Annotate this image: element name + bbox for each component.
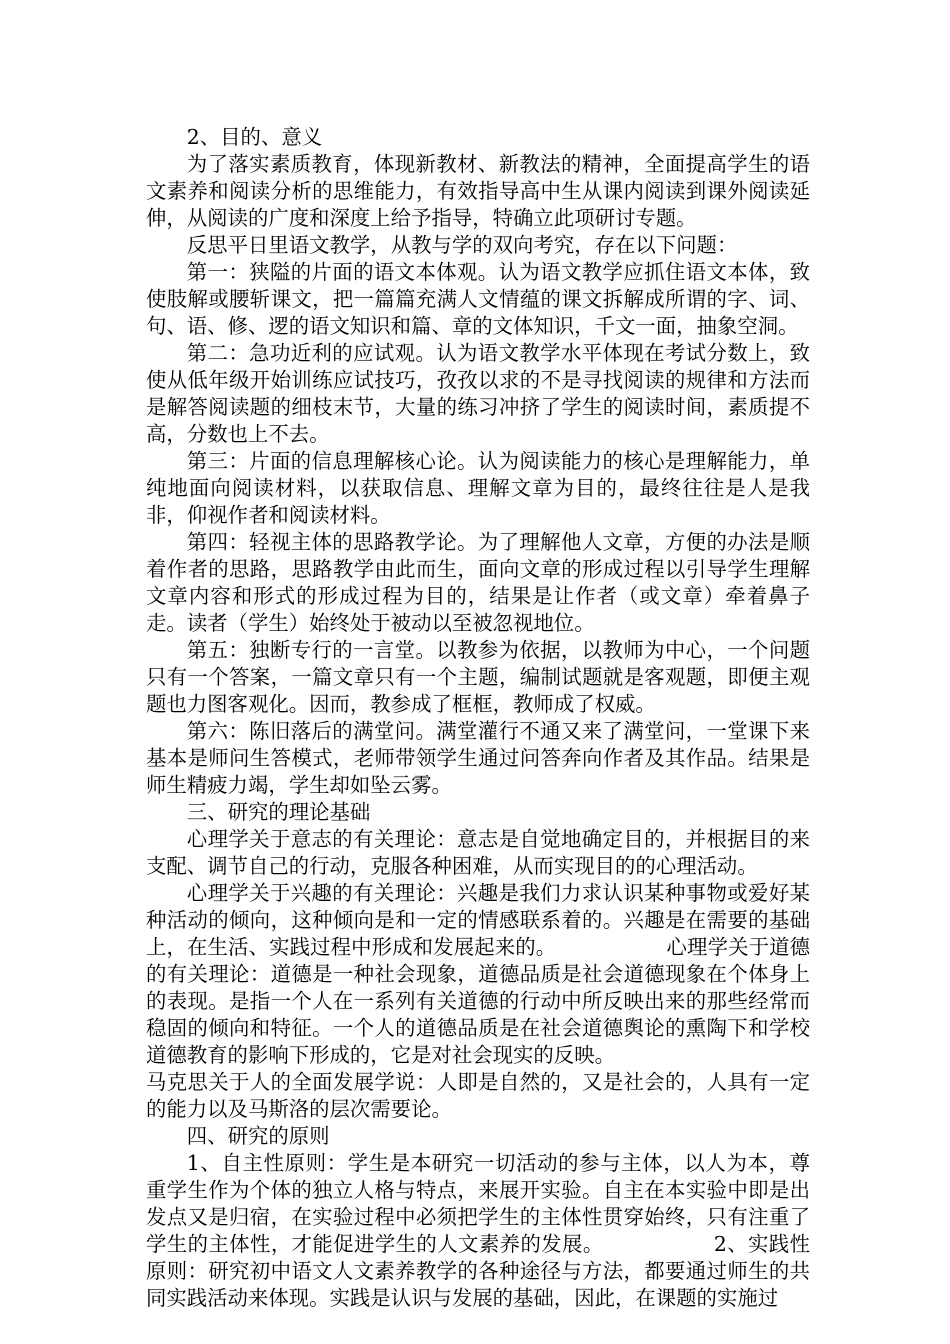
principle-2: 2、实践性原则：研究初中语文人文素养教学的各种途径与方法，都要通过师生的共同实践活动来体现。实践是认识与发展的基础，因此，在课题的实施过 [146,1232,810,1310]
problem-4: 第四：轻视主体的思路教学论。为了理解他人文章，方便的办法是顺着作者的思路，思路教学由此而生，面向文章的形成过程以引导学生理解文章内容和形式的形成过程为目的，结果是让作者（或文章）牵着鼻子走。读者（学生）始终处于被动以至被忽视地位。 [146,530,810,635]
problem-3: 第三：片面的信息理解核心论。认为阅读能力的核心是理解能力，单纯地面向阅读材料，以获取信息、理解文章为目的，最终往往是人是我非，仰视作者和阅读材料。 [146,449,810,527]
section-4-title: 四、研究的原则 [186,1124,330,1148]
problem-2: 第二：急功近利的应试观。认为语文教学水平体现在考试分数上，致使从低年级开始训练应试技巧，孜孜以求的不是寻找阅读的规律和方法而是解答阅读题的细枝末节，大量的练习冲挤了学生的阅读时间，素质提不高，分数也上不去。 [146,341,810,446]
problem-1: 第一：狭隘的片面的语文本体观。认为语文教学应抓住语文本体，致使肢解或腰斩课文，把一篇篇充满人文情蕴的课文拆解成所谓的字、词、句、语、修、逻的语文知识和篇、章的文体知识，千文一面，抽象空洞。 [146,260,810,338]
section-2-title: 2、目的、意义 [186,125,323,149]
theory-morality: 心理学关于道德的有关理论：道德是一种社会现象，道德品质是社会道德现象在个体身上的表现。是指一个人在一系列有关道德的行动中所反映出来的那些经常而稳固的倾向和特征。一个人的道德品质是在社会道德舆论的熏陶下和学校道德教育的影响下形成的，它是对社会现实的反映。 [146,935,811,1067]
theory-interest: 心理学关于兴趣的有关理论：兴趣是我们力求认识某种事物或爱好某种活动的倾向，这种倾向是和一定的情感联系着的。兴趣是在需要的基础上，在生活、实践过程中形成和发展起来的。 [146,881,810,959]
problem-5: 第五：独断专行的一言堂。以教参为依据，以教师为中心，一个问题只有一个答案，一篇文章只有一个主题，编制试题就是客观题，即便主观题也力图客观化。因而，教参成了框框，教师成了权威。 [146,638,810,716]
section-3-title: 三、研究的理论基础 [186,800,371,824]
theory-interest-morality [146,880,810,1069]
theory-marx: 马克思关于人的全面发展学说：人即是自然的，又是社会的，人具有一定的能力以及马斯洛的层次需要论。 [146,1070,810,1121]
theory-will: 心理学关于意志的有关理论：意志是自觉地确定目的，并根据目的来支配、调节自己的行动，克服各种困难，从而实现目的的心理活动。 [146,827,810,878]
principle-1: 1、自主性原则：学生是本研究一切活动的参与主体，以人为本，尊重学生作为个体的独立人格与特点，来展开实验。自主在本实验中即是出发点又是归宿，在实验过程中必须把学生的主体性贯穿始终，只有注重了学生的主体性，才能促进学生的人文素养的发展。 [146,1151,810,1256]
document-page [146,124,810,1312]
problem-6: 第六：陈旧落后的满堂问。满堂灌行不通又来了满堂问，一堂课下来基本是师问生答模式，老师带领学生通过问答奔向作者及其作品。结果是师生精疲力竭，学生却如坠云雾。 [146,719,810,797]
principles-paragraph [146,1150,810,1312]
problems-intro: 反思平日里语文教学，从教与学的双向考究，存在以下问题： [186,233,738,257]
purpose-paragraph: 为了落实素质教育，体现新教材、新教法的精神，全面提高学生的语文素养和阅读分析的思维能力，有效指导高中生从课内阅读到课外阅读延伸，从阅读的广度和深度上给予指导，特确立此项研讨专题。 [146,152,810,230]
